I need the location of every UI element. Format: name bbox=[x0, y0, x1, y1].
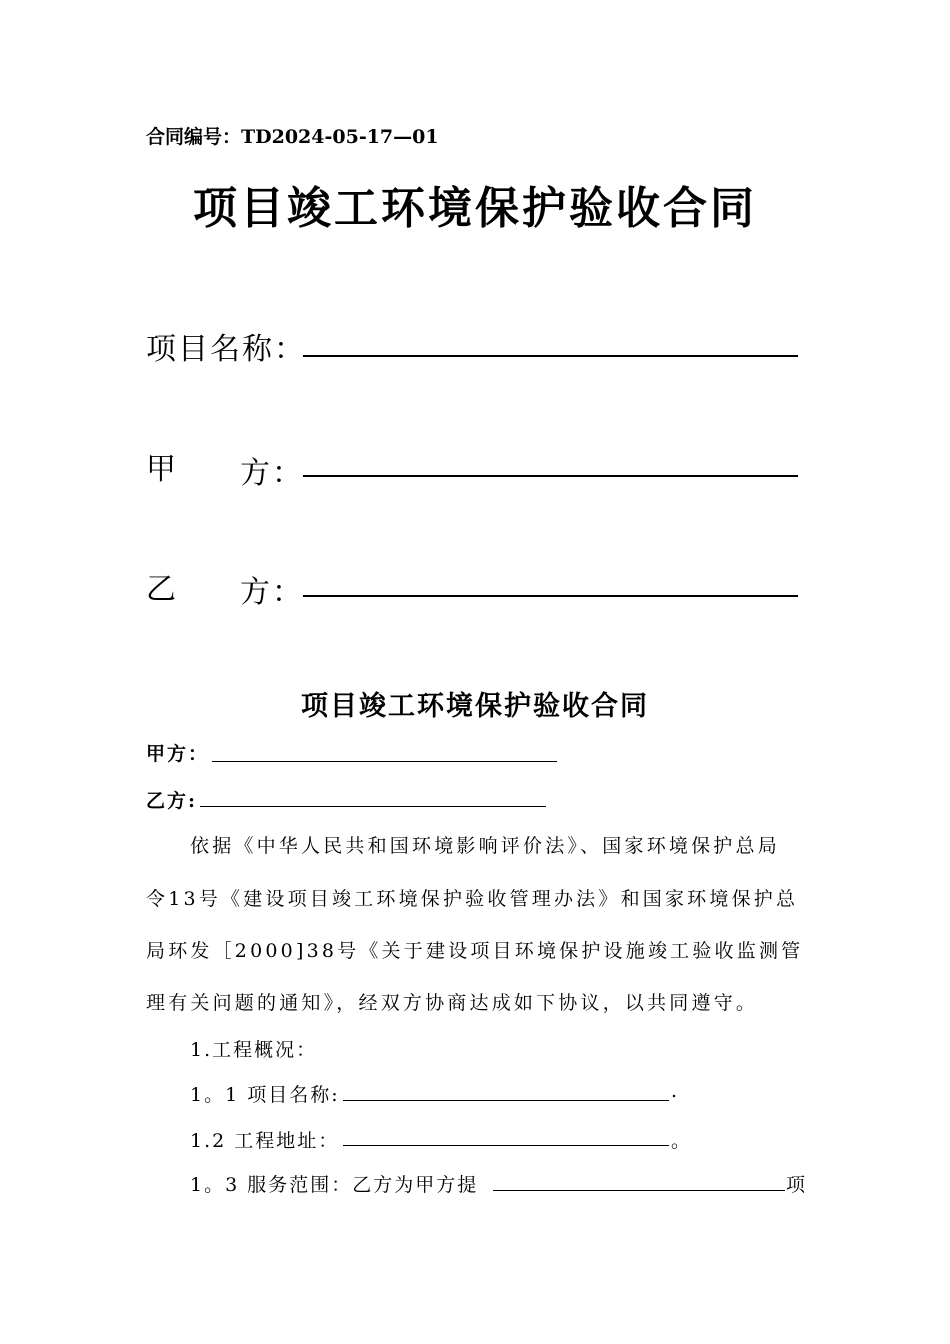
intro-line: 令13号《建设项目竣工环境保护验收管理办法》和国家环境保护总 bbox=[146, 888, 799, 910]
cover-party-a-fang-label: 方： bbox=[240, 456, 304, 491]
intro-line: 理有关问题的通知》，经双方协商达成如下协议，以共同遵守。 bbox=[146, 992, 759, 1014]
cover-title: 项目竣工环境保护验收合同 bbox=[193, 183, 757, 234]
contract-number: 合同编号：TD2024-05-17—01 bbox=[146, 126, 439, 148]
cover-party-a-field[interactable] bbox=[303, 475, 798, 477]
body-party-a-field[interactable] bbox=[212, 761, 557, 762]
body-party-b-label: 乙方: bbox=[146, 790, 198, 812]
item-1-2-label: 1.2 工程地址： bbox=[190, 1130, 340, 1152]
section-1-heading: 1.工程概况： bbox=[190, 1039, 318, 1061]
body-title: 项目竣工环境保护验收合同 bbox=[301, 691, 649, 722]
item-1-3-end: 项 bbox=[786, 1174, 809, 1196]
cover-party-b-char: 乙 bbox=[146, 572, 178, 607]
item-1-3-field[interactable] bbox=[493, 1190, 785, 1191]
item-1-1-end: . bbox=[671, 1080, 681, 1102]
item-1-3-label: 1。3 服务范围：乙方为甲方提 bbox=[190, 1174, 479, 1196]
cover-project-name-label: 项目名称： bbox=[146, 332, 306, 367]
item-1-2-end: 。 bbox=[671, 1130, 694, 1152]
intro-line: 依据《中华人民共和国环境影响评价法》、国家环境保护总局 bbox=[190, 835, 780, 857]
body-party-a-label: 甲方： bbox=[146, 743, 210, 765]
body-party-b-field[interactable] bbox=[200, 806, 546, 807]
item-1-2-field[interactable] bbox=[343, 1145, 669, 1146]
intro-line: 局环发［2000]38号《关于建设项目环境保护设施竣工验收监测管 bbox=[146, 940, 804, 962]
cover-party-b-field[interactable] bbox=[303, 595, 798, 597]
item-1-1-label: 1。1 项目名称: bbox=[190, 1084, 340, 1106]
cover-party-b-fang-label: 方： bbox=[240, 575, 304, 610]
cover-project-name-field[interactable] bbox=[303, 355, 798, 357]
cover-party-a-char: 甲 bbox=[146, 452, 178, 487]
item-1-1-field[interactable] bbox=[343, 1100, 669, 1101]
